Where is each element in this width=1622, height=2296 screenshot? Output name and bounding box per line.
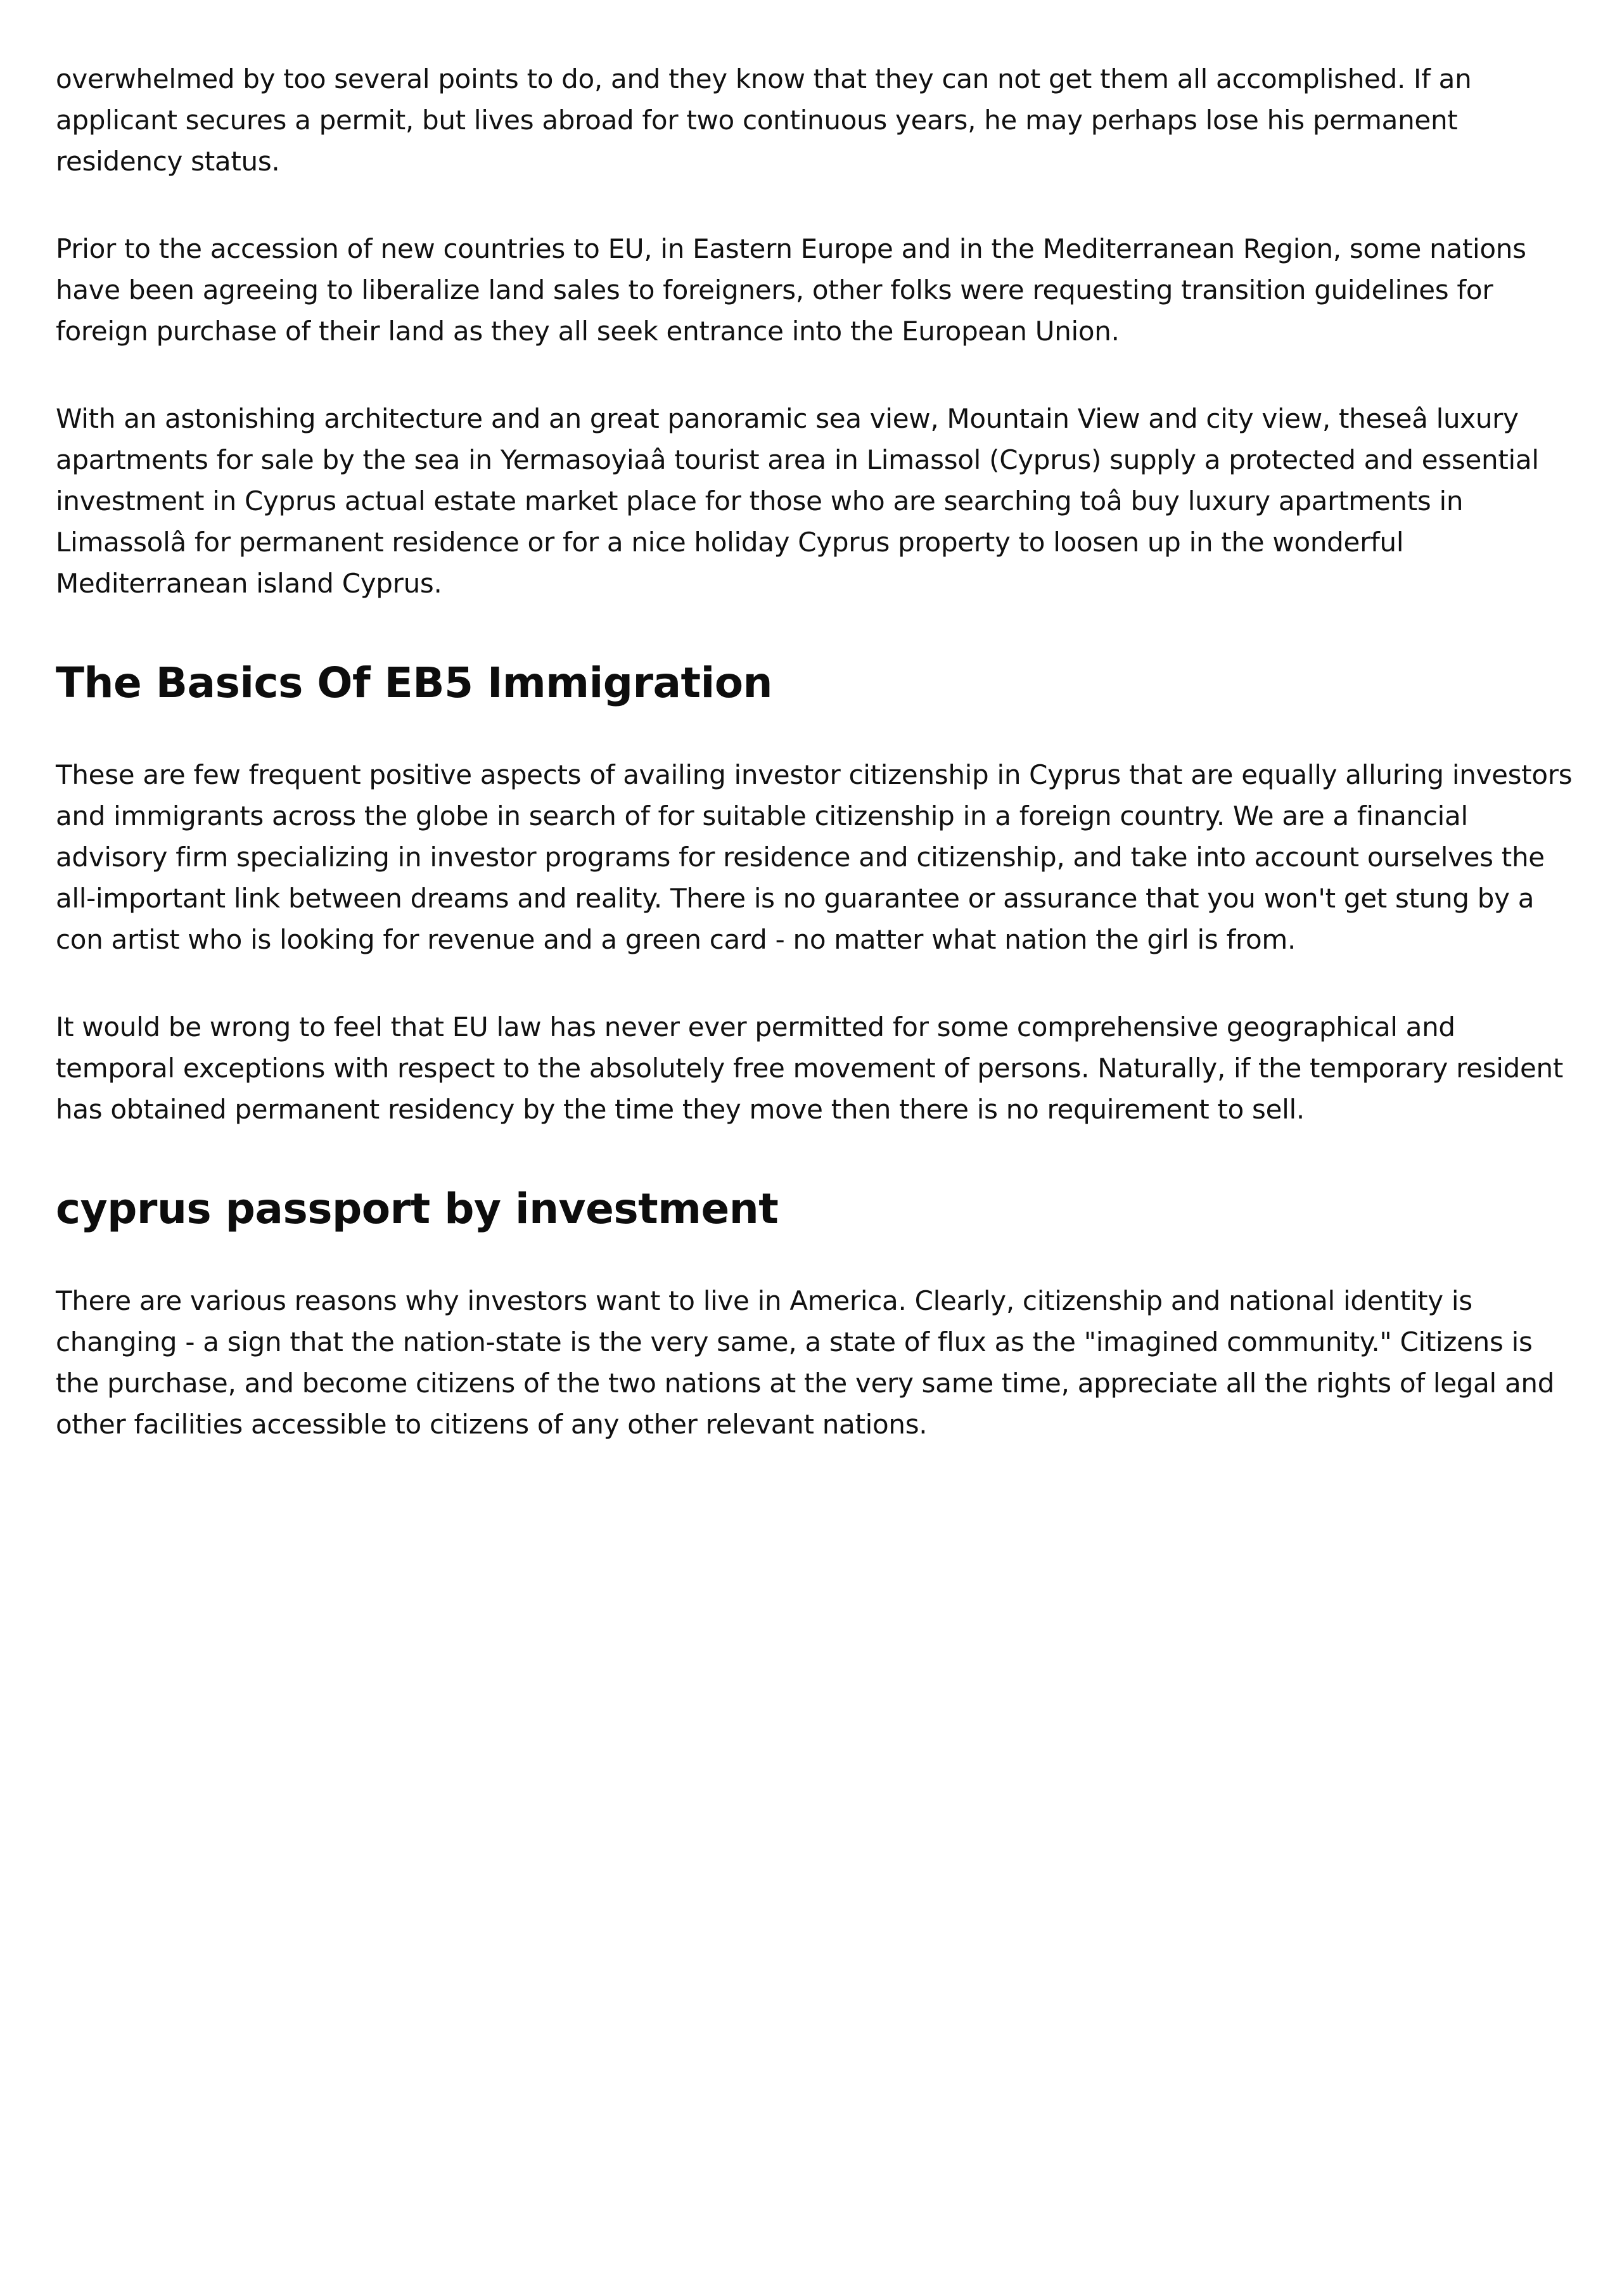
document-page [56,58,1576,1445]
paragraph-eu-law: It would be wrong to feel that EU law has never ever permitted for some comprehensive geographical and temporal exceptions with respect to the absolutely free movement of persons. Naturally, if the temporary resident has obtained permanent residency by the time they move then there is no requirement to sell. [56,1011,1564,1125]
section-heading-cyprus-passport: cyprus passport by investment [56,1184,779,1233]
paragraph-investors-america: There are various reasons why investors want to live in America. Clearly, citizenship and national identity is changing - a sign that the nation-state is the very same, a state of flux as the "imagined community." Citizens is the purchase, and become citizens of the two nations at the very same time, appreciate all the rights of legal and other facilities accessible to citizens of any other relevant nations. [56,1285,1555,1440]
paragraph-limassol-apartments: With an astonishing architecture and an great panoramic sea view, Mountain View and city view, theseâ luxury apartments for sale by the sea in Yermasoyiaâ tourist area in Limassol (Cyprus) supply a protected and essential investment in Cyprus actual estate market place for those who are searching toâ buy luxury apartments in Limassolâ for permanent residence or for a nice holiday Cyprus property to loosen up in the wonderful Mediterranean island Cyprus. [56,403,1539,599]
paragraph-eu-accession: Prior to the accession of new countries to EU, in Eastern Europe and in the Mediterranean Region, some nations have been agreeing to liberalize land sales to foreigners, other folks were requesting transition guidelines for foreign purchase of their land as they all seek entrance into the European Union. [56,233,1526,347]
section-heading-eb5: The Basics Of EB5 Immigration [56,658,773,707]
paragraph-investor-citizenship: These are few frequent positive aspects of availing investor citizenship in Cyprus that are equally alluring investors and immigrants across the globe in search of for suitable citizenship in a foreign country. We are a financial advisory firm specializing in investor programs for residence and citizenship, and take into account ourselves the all-important link between dreams and reality. There is no guarantee or assurance that you won't get stung by a con artist who is looking for revenue and a green card - no matter what nation the girl is from. [56,759,1573,955]
paragraph-permanent-residency: overwhelmed by too several points to do, and they know that they can not get them all accomplished. If an applicant secures a permit, but lives abroad for two continuous years, he may perhaps lose his permanent residency status. [56,63,1472,177]
